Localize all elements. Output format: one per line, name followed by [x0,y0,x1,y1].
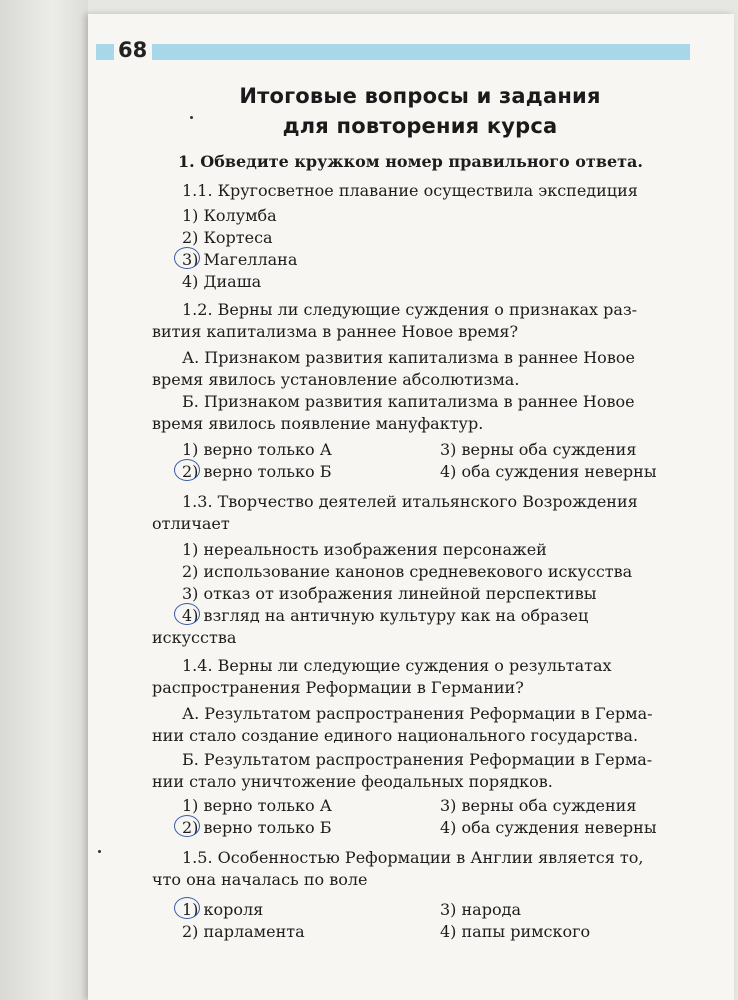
q1-4-statement-b-line1: Б. Результатом распространения Реформации в Герма- [182,750,653,769]
page-title-line1: Итоговые вопросы и задания [239,84,601,108]
q1-5-option-3: 3) народа [440,900,521,919]
header-bar-left [96,44,114,60]
q1-3-option-4-line2: искусства [152,628,237,647]
task-1-heading: 1. Обведите кружком номер правильного ответа. [178,152,643,171]
q1-4-statement-b-line2: нии стало уничтожение феодальных порядков. [152,772,553,791]
q1-2-statement-b-line2: время явилось появление мануфактур. [152,414,484,433]
book-binding [0,0,88,1000]
question-1-3-line1: 1.3. Творчество деятелей итальянского Возрождения [182,492,638,511]
question-1-3-line2: отличает [152,514,230,533]
header-bar [152,44,690,60]
question-1-4-line1: 1.4. Верны ли следующие суждения о результатах [182,656,612,675]
question-1-4-line2: распространения Реформации в Германии? [152,678,524,697]
q1-1-option-1: 1) Колумба [182,206,277,225]
q1-4-statement-a-line1: А. Результатом распространения Реформации в Герма- [182,704,653,723]
answer-circle-q1-5 [174,897,200,919]
q1-3-option-2: 2) использование канонов средневекового искусства [182,562,633,581]
q1-4-option-3: 3) верны оба суждения [440,796,637,815]
q1-2-option-3: 3) верны оба суждения [440,440,637,459]
answer-circle-q1-4 [174,815,200,837]
page-title-line2: для повторения курса [282,114,558,138]
q1-5-option-4: 4) папы римского [440,922,591,941]
q1-4-statement-a-line2: нии стало создание единого национального государства. [152,726,639,745]
question-1-2-line2: вития капитализма в раннее Новое время? [152,322,519,341]
answer-circle-q1-3 [174,603,200,625]
q1-3-option-1: 1) нереальность изображения персонажей [182,540,547,559]
q1-2-option-2: 2) верно только Б [182,462,332,481]
q1-1-option-2: 2) Кортеса [182,228,273,247]
q1-5-option-2: 2) парламента [182,922,305,941]
answer-circle-q1-2 [174,459,200,481]
q1-2-option-4: 4) оба суждения неверны [440,462,657,481]
q1-2-statement-a-line1: А. Признаком развития капитализма в раннее Новое [182,348,635,367]
q1-1-option-3: 3) Магеллана [182,250,298,269]
q1-3-option-3: 3) отказ от изображения линейной перспективы [182,584,597,603]
q1-2-statement-b-line1: Б. Признаком развития капитализма в раннее Новое [182,392,635,411]
question-1-5-line1: 1.5. Особенностью Реформации в Англии является то, [182,848,644,867]
speck [98,850,101,853]
page-number: 68 [118,38,148,62]
q1-4-option-4: 4) оба суждения неверны [440,818,657,837]
question-1-1: 1.1. Кругосветное плавание осуществила экспедиция [182,181,638,200]
question-1-5-line2: что она началась по воле [152,870,368,889]
q1-4-option-1: 1) верно только А [182,796,332,815]
q1-3-option-4-line1: 4) взгляд на античную культуру как на образец [182,606,589,625]
q1-5-option-1: 1) короля [182,900,264,919]
question-1-2-line1: 1.2. Верны ли следующие суждения о признаках раз- [182,300,638,319]
speck [190,116,193,119]
q1-4-option-2: 2) верно только Б [182,818,332,837]
q1-2-option-1: 1) верно только А [182,440,332,459]
q1-2-statement-a-line2: время явилось установление абсолютизма. [152,370,520,389]
answer-circle-q1-1 [174,247,200,269]
q1-1-option-4: 4) Диаша [182,272,262,291]
